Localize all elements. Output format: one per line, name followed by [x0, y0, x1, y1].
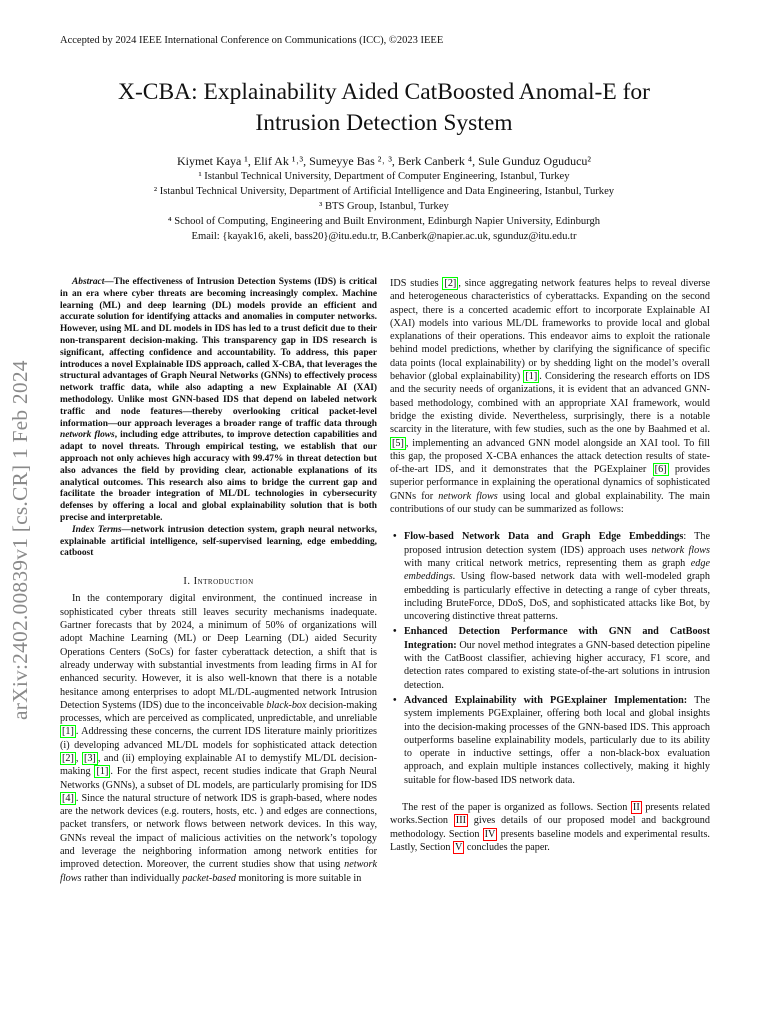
italic-run: network flows [60, 859, 377, 884]
list-item [393, 625, 710, 691]
paper-title [60, 77, 708, 139]
section-link[interactable]: V [455, 841, 463, 853]
arxiv-watermark: arXiv:2402.00839v1 [cs.CR] 1 Feb 2024 [8, 360, 32, 720]
text-run: provides superior performance in explaining the operational dynamics of sophisticated GNNs for [390, 464, 710, 502]
text-run: : The proposed intrusion detection system (IDS) approach uses [404, 531, 710, 556]
italic-run: network flows [438, 490, 498, 502]
affiliation-4: ⁴ School of Computing, Engineering and Built Environment, Edinburgh Napier University, Edinburgh [167, 216, 601, 227]
contributions-list [390, 530, 710, 787]
right-column [390, 277, 710, 854]
section-numeral: I. [183, 576, 191, 588]
citation-link[interactable]: [1] [96, 766, 109, 778]
citation-link[interactable]: [4] [62, 792, 74, 804]
bullet-icon: • [393, 626, 397, 638]
contribution-heading: Advanced Explainability with PGExplainer Implementation: [404, 694, 688, 706]
citation-link[interactable]: [1] [62, 726, 74, 738]
text-run: . Considering the research efforts on IDS and the security needs of organizations, it is evident that an advanced GNN-based methodology, combined with an appropriate XAI framework, would bridge the existing divide. Nevertheless, surprisingly, there is a notable scarcity in the literature, with few studies, such as the one by Baahmed et al. [390, 371, 710, 436]
index-terms [60, 525, 377, 560]
title-line-2: Intrusion Detection System [255, 110, 513, 136]
outline-paragraph [390, 801, 710, 854]
text-run: , implementing an advanced GNN model alongside an XAI tool. To fill this gap, the proposed X-CBA enhances the attack detection results of state-of-the-art IDS, and it demonstrates that the PGExplainer [390, 437, 710, 476]
contribution-heading: Flow-based Network Data and Graph Edge Embeddings [404, 531, 684, 543]
text-run: . For the first aspect, recent studies indicate that Graph Neural Networks (GNNs), a subset of DL models, are particularly promising for IDS [60, 766, 377, 791]
abstract [60, 277, 377, 525]
text-run: Our novel method integrates a GNN-based detection pipeline with the CatBoost classifier, achieving higher accuracy, F1 score, and detection rates compared to existing state-of-the-art solutions in intrusion detection. [404, 639, 710, 691]
index-terms-label: Index Terms [72, 524, 122, 535]
italic-run: network flows [651, 544, 710, 556]
section-link[interactable]: II [632, 801, 640, 813]
author-emails: Email: {kayak16, akeli, bass20}@itu.edu.tr, B.Canberk@napier.ac.uk, sgunduz@itu.edu.tr [191, 231, 577, 242]
intro-paragraph: In the contemporary digital environment, the continued increase in sophisticated cyber threats still leaves security mechanisms inadequate. Gartner forecasts that by 2024, a minimum of 50% of organizations will adopt Machine Learning (ML) or Deep Learning (DL) aided Security Operations Centers (SoCs) for faster cyberattack detection, a shift that is already underway with substantial investments from leading firms in AI for enhanced security. However, it is also well-known that there is a notable hesitance among enterprises to adopt ML/DL-augmented network Intrusion Detection Systems (IDS) due to the inconceivable black-box decision-making processes, which are perceived as complicated, unpredictable, and unreliable [1] . Addressing these concerns, the current IDS literature mainly prioritizes (i) developing advanced ML/DL models for sophisticated attack detection [2] , [3] , and (ii) employing explainable AI to demystify ML/DL decision-making [1] . For the first aspect, recent studies indicate that Graph Neural Networks (GNNs), a subset of DL models, are particularly promising for IDS [4] . Since the natural structure of network IDS is graph-based, where nodes are the network devices (e.g. routers, hosts, etc. ) and edges are connections, packet transfers, or network flows between network devices. In this way, GNNs reveal the impact of malicious activities on the network’s topology and leverage the neighboring information among network entities for improved detection. Moreover, the current studies show that using network flows rather than individually packet-based monitoring is more suitable in [60, 593, 377, 884]
text-run: decision-making processes, which are perceived as complicated, unpredictable, and unreliable [60, 699, 377, 725]
text-run: The system implements PGExplainer, offering both local and global insights into the decision-making processes of the GNN-based IDS. This approach outperforms baseline explainability models, particularly due to its ability to operate in inductive settings, offer a non-black-box evaluation approach, and explain multiple instances collectively, making it highly suitable for flow-based IDS network data. [404, 694, 711, 786]
text-run: The rest of the paper is organized as follows. Section [402, 801, 631, 813]
text-run: , and (ii) employing explainable AI to demystify ML/DL decision-making [60, 752, 377, 778]
affiliation-3: ³ BTS Group, Istanbul, Turkey [319, 201, 449, 212]
text-run: using local and global explainability. The main contributions of our study can be summarized as follows: [390, 490, 710, 516]
section-link[interactable]: III [455, 815, 466, 827]
citation-link[interactable]: [1] [525, 371, 538, 383]
citation-link[interactable]: [6] [654, 464, 667, 476]
text-run: concludes the paper. [464, 841, 550, 853]
italic-run: edge embeddings [404, 557, 710, 583]
text-run: , since aggregating network features helps to reveal diverse and heterogeneous characteristics of cyberattacks. Expanding on the second aspect, there is a concerted academic effort to incorporate Explainable AI (XAI) models into various ML/DL frameworks to provide local and global explanations of their operations. This endeavor aims to exploit the rationale behind model predictions, whether by clarifying the significance of specific data points (local explainability) or by shedding light on the model’s overall behavior (global explainability) [390, 278, 711, 383]
affiliation-1: ¹ Istanbul Technical University, Department of Computer Engineering, Istanbul, Turkey [198, 171, 570, 182]
index-terms-text: —network intrusion detection system, graph neural networks, explainable artificial intelligence, self-supervised learning, edge embedding, catboost [60, 524, 377, 559]
italic-run: packet-based [182, 872, 236, 884]
section-heading-introduction [60, 575, 377, 588]
contribution-heading: Enhanced Detection Performance with GNN and CatBoost Integration: [404, 626, 710, 651]
bullet-icon: • [393, 694, 397, 706]
text-run: . Addressing these concerns, the current IDS literature mainly prioritizes (i) developing advanced ML/DL models for sophisticated attack detection [60, 726, 377, 751]
abstract-italic: network flows [60, 430, 115, 441]
title-line-1: X-CBA: Explainability Aided CatBoosted Anomal-E for [118, 79, 650, 105]
citation-link[interactable]: [3] [83, 752, 96, 764]
citation-link[interactable]: [2] [62, 752, 74, 764]
text-run: presents baseline models and experimental results. Lastly, Section [390, 828, 710, 853]
text-run: monitoring is more suitable in [235, 872, 362, 884]
affiliation-2: ² Istanbul Technical University, Department of Artificial Intelligence and Data Engineering, Istanbul, Turkey [153, 186, 615, 197]
abstract-text: —The effectiveness of Intrusion Detection Systems (IDS) is critical in an era where cyber threats are becoming increasingly complex. Machine learning (ML) and deep learning (DL) models provide an efficient and accurate solution for identifying attacks and anomalies in computer networks. However, using ML and DL models in IDS has led to a trust deficit due to their non-transparent decision-making. This transparency gap in IDS research is significant, affecting confidence and accountability. To address, this paper introduces a novel Explainable IDS approach, called X-CBA, that leverages the structural advantages of Graph Neural Networks (GNNs) to effectively process network traffic data, while also adapting a new Explainable AI (XAI) methodology. Unlike most GNN-based IDS that depend on labeled network traffic and node features—thereby overlooking critical packet-level information—our approach leverages a broader range of traffic data through [60, 277, 377, 429]
author-block [60, 154, 708, 244]
abstract-text-2: , including edge attributes, to improve detection capabilities and adapt to novel threats. Through empirical testing, we establish that our approach not only achieves high accuracy with 99.47% in threat detection but also advances the field by providing clear, actionable explanations of its analytical outcomes. This research also aims to bridge the current gap and facilitate the broader integration of ML/DL technologies in cybersecurity defenses by offering a local and global explainability solution that is both precise and interpretable. [60, 430, 378, 523]
text-run: gives details of our proposed model and background methodology. Section [390, 815, 710, 840]
text-run: IDS studies [390, 278, 443, 289]
intro-paragraph-continued [390, 277, 710, 516]
bullet-icon: • [393, 531, 397, 543]
text-run: In the contemporary digital environment, the continued increase in sophisticated cyber threats still leaves security mechanisms inadequate. Gartner forecasts that by 2024, a minimum of 50% of organizations will adopt Machine Learning (ML) or Deep Learning (DL) aided Security Operations Centers (SoCs) for faster cyberattack detection, a shift that is already underway with substantial investments from leading firms in AI for enhanced security. However, it is also well-known that there is a notable hesitance among enterprises to adopt ML/DL-augmented network Intrusion Detection Systems (IDS) due to the inconceivable [60, 593, 377, 711]
list-item [393, 694, 711, 787]
left-column [60, 277, 377, 885]
section-name: Introduction [193, 576, 254, 588]
abstract-label: Abstract [72, 277, 105, 287]
text-run: presents related works.Section [390, 801, 710, 827]
text-run: . Since the natural structure of network IDS is graph-based, where nodes are the network devices (e.g. routers, hosts, etc. ) and edges are connections, packet transfers, or network flows between network devices. In this way, GNNs reveal the impact of malicious activities on the network’s topology and leverage the neighboring information among network entities for improved detection. Moreover, the current studies show that using [60, 792, 377, 871]
text-run: . Using flow-based network data with well-modeled graph embedding is particularly effective in detecting a range of cyber threats, including BruteForce, DDoS, DoS, and sophisticated attacks like Bot, by uncovering distinctive threat patterns. [404, 571, 710, 623]
text-run: rather than individually [81, 872, 183, 884]
citation-link[interactable]: [5] [392, 437, 404, 449]
italic-run: black-box [266, 699, 307, 711]
section-link[interactable]: IV [484, 828, 496, 840]
conference-note: Accepted by 2024 IEEE International Conference on Communications (ICC), ©2023 IEEE [60, 35, 444, 46]
list-item [393, 530, 710, 623]
author-names: Kiymet Kaya ¹, Elif Ak ¹˒³, Sumeyye Bas ²˒ ³, Berk Canberk ⁴, Sule Gunduz Oguducu² [176, 154, 592, 168]
text-run: with many critical network metrics, representing them as graph [404, 557, 691, 569]
citation-link[interactable]: [2] [444, 278, 457, 289]
